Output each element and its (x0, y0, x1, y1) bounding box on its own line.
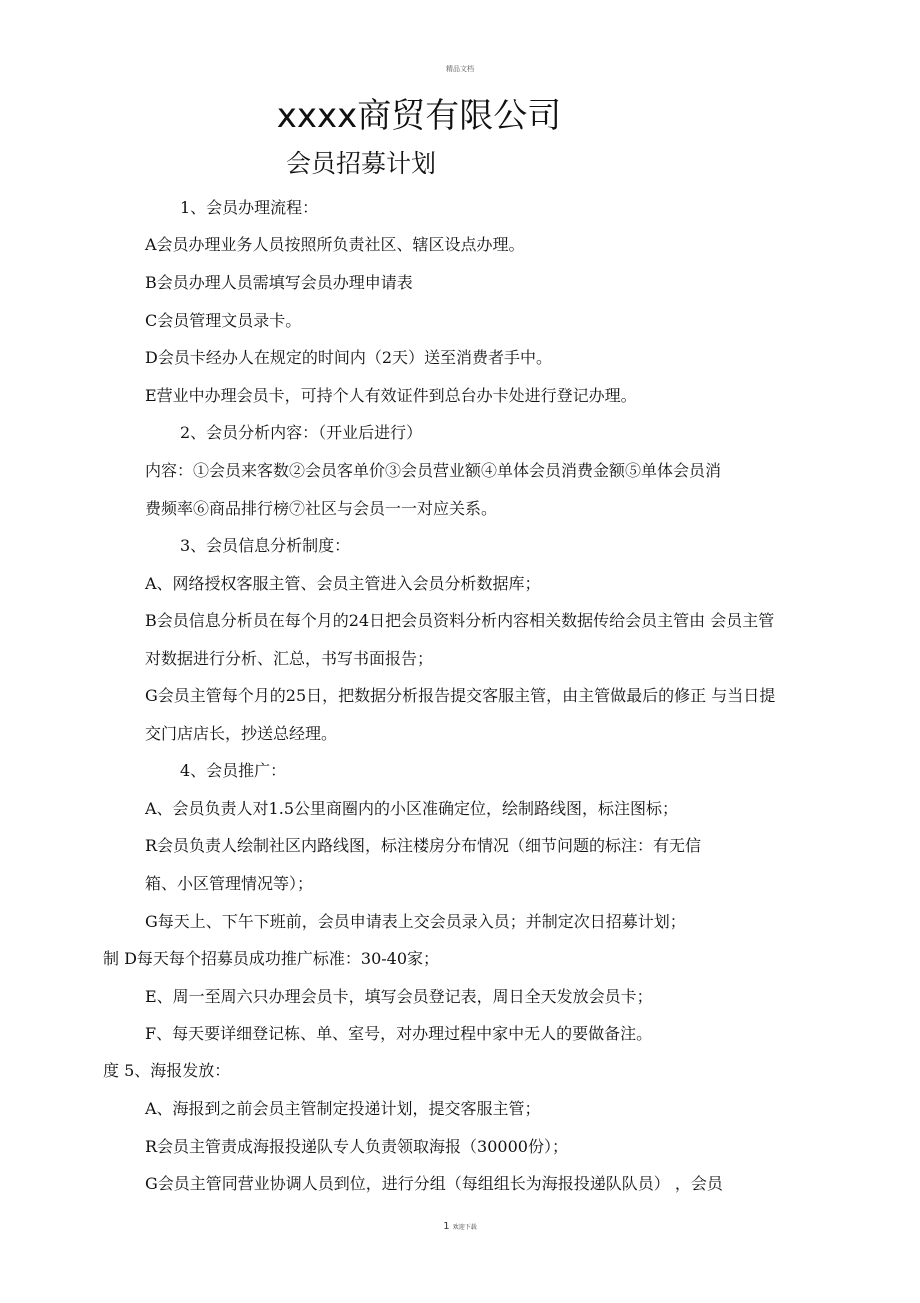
company-title: xxxx商贸有限公司 (276, 96, 562, 136)
page-number: 1 (443, 1221, 450, 1232)
section-heading-3: 3、会员信息分析制度： (180, 536, 351, 555)
paragraph-line: 箱、小区管理情况等）； (145, 874, 314, 893)
paragraph-line: E、周一至周六只办理会员卡，填写会员登记表，周日全天发放会员卡； (145, 987, 653, 1006)
paragraph-line: A、会员负责人对1.5公里商圈内的小区准确定位，绘制路线图，标注图标； (145, 799, 679, 818)
paragraph-line: 费频率⑥商品排行榜⑦社区与会员一一对应关系。 (145, 499, 498, 518)
paragraph-line: D会员卡经办人在规定的时间内（2天）送至消费者手中。 (145, 348, 553, 367)
paragraph-line: B会员信息分析员在每个月的24日把会员资料分析内容相关数据传给会员主管由 会员主管 (145, 611, 775, 630)
paragraph-line: 制 D每天每个招募员成功推广标准：30-40家； (103, 949, 440, 968)
paragraph-line: A会员办理业务人员按照所负责社区、辖区设点办理。 (145, 235, 525, 254)
section-heading-2: 2、会员分析内容：（开业后进行） (180, 423, 423, 442)
paragraph-line: G会员主管同营业协调人员到位，进行分组（每组组长为海报投递队队员） ，会员 (145, 1174, 723, 1193)
paragraph-line: B会员办理人员需填写会员办理申请表 (145, 273, 413, 292)
section-heading-1: 1、会员办理流程： (180, 198, 319, 217)
footer-note: 欢迎下载 (452, 1224, 477, 1231)
page-header-label: 精品文档 (446, 65, 474, 73)
paragraph-line: G每天上、下午下班前，会员申请表上交会员录入员；并制定次日招募计划； (145, 912, 686, 931)
paragraph-line: 对数据进行分析、汇总，书写书面报告； (145, 649, 434, 668)
section-heading-4: 4、会员推广： (180, 761, 287, 780)
paragraph-line: 内容：①会员来客数②会员客单价③会员营业额④单体会员消费金额⑤单体会员消 (145, 461, 722, 480)
paragraph-line: G会员主管每个月的25日，把数据分析报告提交客服主管，由主管做最后的修正 与当日提 (145, 686, 776, 705)
paragraph-line: R会员主管责成海报投递队专人负责领取海报（30000份）； (145, 1137, 568, 1156)
paragraph-line: C会员管理文员录卡。 (145, 311, 302, 330)
paragraph-line: R会员负责人绘制社区内路线图，标注楼房分布情况（细节问题的标注：有无信 (145, 836, 702, 855)
paragraph-line: A、海报到之前会员主管制定投递计划，提交客服主管； (145, 1099, 541, 1118)
paragraph-line: 交门店店长，抄送总经理。 (145, 724, 338, 743)
section-heading-5: 度 5、海报发放： (103, 1061, 231, 1080)
document-subtitle: 会员招募计划 (285, 149, 436, 178)
paragraph-line: A、网络授权客服主管、会员主管进入会员分析数据库； (145, 574, 541, 593)
paragraph-line: F、每天要详细登记栋、单、室号，对办理过程中家中无人的要做备注。 (145, 1024, 653, 1043)
paragraph-line: E营业中办理会员卡，可持个人有效证件到总台办卡处进行登记办理。 (145, 386, 637, 405)
page-footer (0, 1221, 920, 1232)
